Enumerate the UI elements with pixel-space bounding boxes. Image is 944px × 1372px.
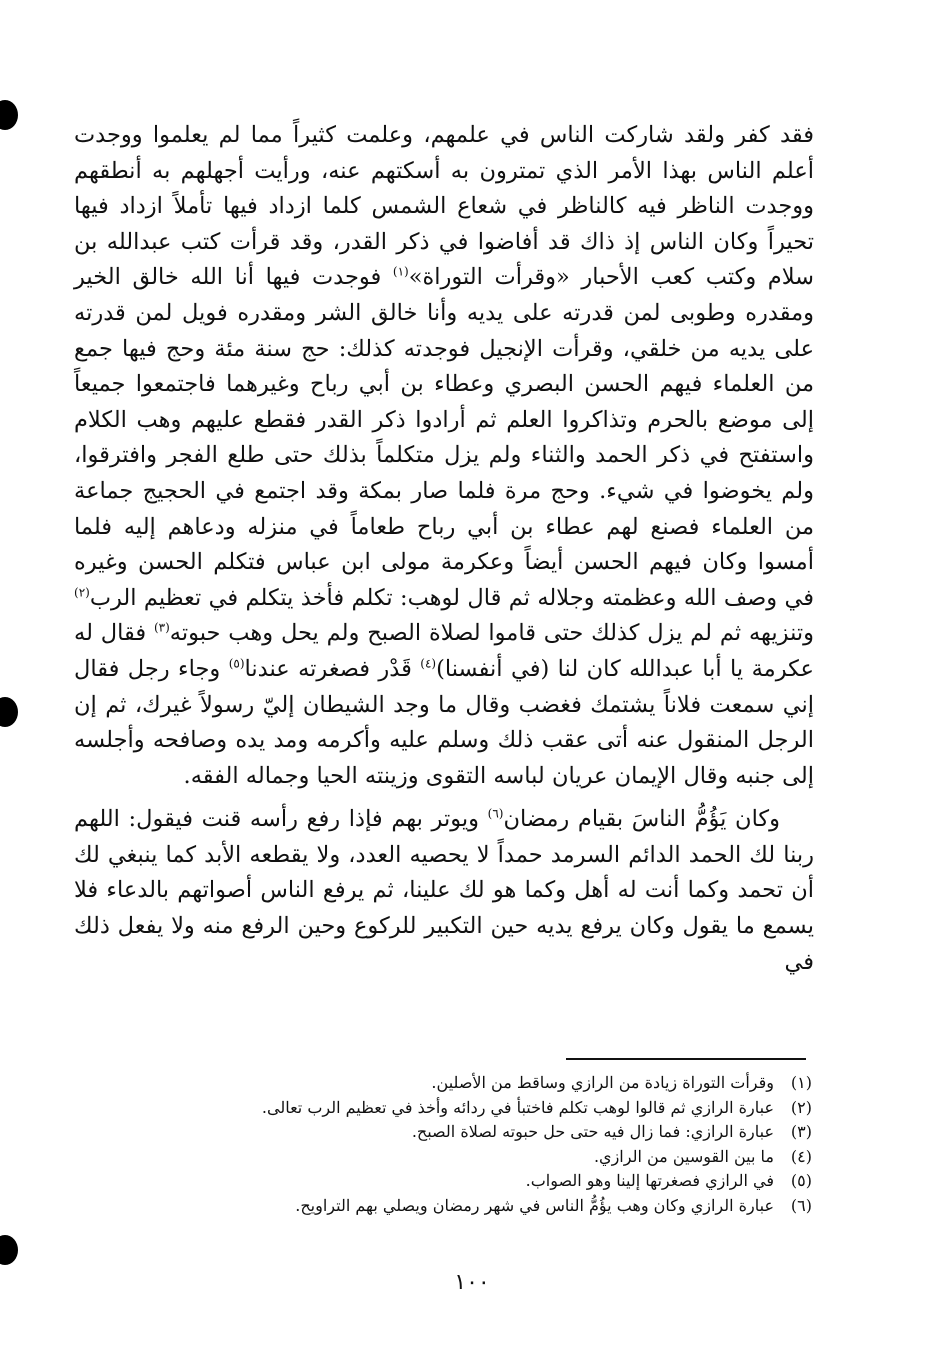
footnote-item	[212, 1169, 812, 1194]
footnote-reference: (٣)	[153, 620, 170, 635]
binder-hole	[0, 100, 18, 130]
footnote-reference: (٤)	[420, 656, 437, 671]
paragraph	[74, 118, 814, 794]
paragraph	[74, 802, 814, 980]
footnote-item	[212, 1096, 812, 1121]
footnote-text: عبارة الرازي: فما زال فيه حتى حل حبوته لصلاة الصبح.	[411, 1122, 774, 1141]
footnote-text: في الرازي فصغرتها إلينا وهو الصواب.	[525, 1171, 774, 1190]
text-segment: وتنزيهه ثم لم يزل كذلك حتى قاموا لصلاة الصبح ولم يحل وهب حبوته	[169, 620, 814, 647]
text-segment: فقال له عكرمة يا أبا عبدالله كان لنا (في أنفسنا)	[74, 620, 814, 682]
footnote-text: عبارة الرازي ثم قالوا لوهب تكلم فاختبأ في ردائه وأخذ في تعظيم الرب تعالى.	[261, 1097, 774, 1117]
footnote-item	[212, 1071, 812, 1096]
footnote-text: وقرأت التوراة زيادة من الرازي وساقط من الأصلين.	[431, 1073, 774, 1092]
binder-hole	[0, 1235, 18, 1265]
footnote-number: (٦)	[790, 1195, 812, 1215]
footnote-reference: (٦)	[487, 806, 504, 821]
footnote-reference: (١)	[392, 264, 409, 279]
text-segment: ويوتر بهم فإذا رفع رأسه قنت فيقول: اللهم ربنا لك الحمد الدائم السرمد حمداً لا يحصيه العدد، ولا يقطعه الأبد كما ينبغي لك أن تحمد وكما أنت له أهل وكما هو لك علينا، ثم يرفع الناس أصواتهم بالدعاء فلا يسمع ما يقول وكان يرفع يديه حين التكبير للركوع وحين الرفع منه ولا يفعل ذلك في	[74, 806, 814, 975]
footnote-number: (٣)	[790, 1122, 812, 1141]
footnote-item	[212, 1194, 812, 1219]
footnote-number: (٤)	[790, 1146, 812, 1166]
binder-hole	[0, 697, 18, 727]
main-text	[74, 118, 814, 980]
page-number: ١٠٠	[454, 1270, 490, 1295]
footnote-item	[212, 1145, 812, 1170]
footnote-number: (٥)	[790, 1171, 812, 1190]
footnotes	[212, 1071, 812, 1218]
footnote-number: (١)	[790, 1073, 812, 1092]
footnote-item	[212, 1120, 812, 1145]
footnote-reference: (٢)	[74, 585, 90, 600]
footnote-separator	[566, 1058, 806, 1060]
text-segment: قَدْر فصغرته عندنا	[244, 655, 421, 682]
text-segment: وجاء رجل فقال إني سمعت فلاناً يشتمك فغضب وقال ما وجد الشيطان إليّ رسولاً غيرك، ثم إن الرجل المنقول عنه أتى عقب ذلك وسلم عليه وأكرمه ومد يده وصافحه وأجلسه إلى جنبه وقال الإيمان عريان لباسه التقوى وزينته الحيا وجماله الفقه.	[74, 655, 814, 789]
text-segment: فقد كفر ولقد شاركت الناس في علمهم، وعلمت كثيراً مما لم يعلموا ووجدت أعلم الناس بهذا الأمر الذي تمترون به أسكتهم عنه، ورأيت أجهلهم به أنطقهم ووجدت الناظر فيه كالناظر في شعاع الشمس كلما ازداد فيها تأملاً ازداد فيها تحيراً وكان الناس إذ ذاك قد أفاضوا في ذكر القدر، وقد قرأت كتب عبدالله بن سلام وكتب كعب الأحبار «وقرأت التوراة»	[74, 122, 814, 291]
text-segment: فوجدت فيها أنا الله خالق الخير ومقدره وطوبى لمن قدرته على يديه وأنا خالق الشر ومقدره فويل لمن قدرته على يديه من خلقي، وقرأت الإنجيل فوجدته كذلك: حج سنة مئة وحج فيها جمع من العلماء فيهم الحسن البصري وعطاء بن أبي رباح وغيرهما فاجتمعوا جميعاً إلى موضع بالحرم وتذاكروا العلم ثم أرادوا ذكر القدر فقطع عليهم وهب الكلام واستفتح في ذكر الحمد والثناء ولم يزل متكلماً بذلك حتى طلع الفجر وافترقوا، ولم يخوضوا في شيء. وحج مرة فلما صار بمكة وقد اجتمع في الحجيج جماعة من العلماء فصنع لهم عطاء بن أبي رباح طعاماً في منزله ودعاهم إليه فلما أمسوا وكان فيهم الحسن أيضاً وعكرمة مولى ابن عباس فتكلم الحسن وغيره في وصف الله وعظمته وجلاله ثم قال لوهب: تكلم فأخذ يتكلم في تعظيم الرب	[74, 264, 815, 611]
footnote-text: ما بين القوسين من الرازي.	[593, 1146, 774, 1166]
footnote-number: (٢)	[790, 1097, 812, 1117]
text-segment: وكان يَؤُمُّ الناسَ بقيام رمضان	[503, 806, 780, 833]
footnote-reference: (٥)	[228, 656, 245, 671]
footnote-text: عبارة الرازي وكان وهب يؤُمُّ الناس في شهر رمضان ويصلي بهم التراويح.	[295, 1195, 774, 1215]
